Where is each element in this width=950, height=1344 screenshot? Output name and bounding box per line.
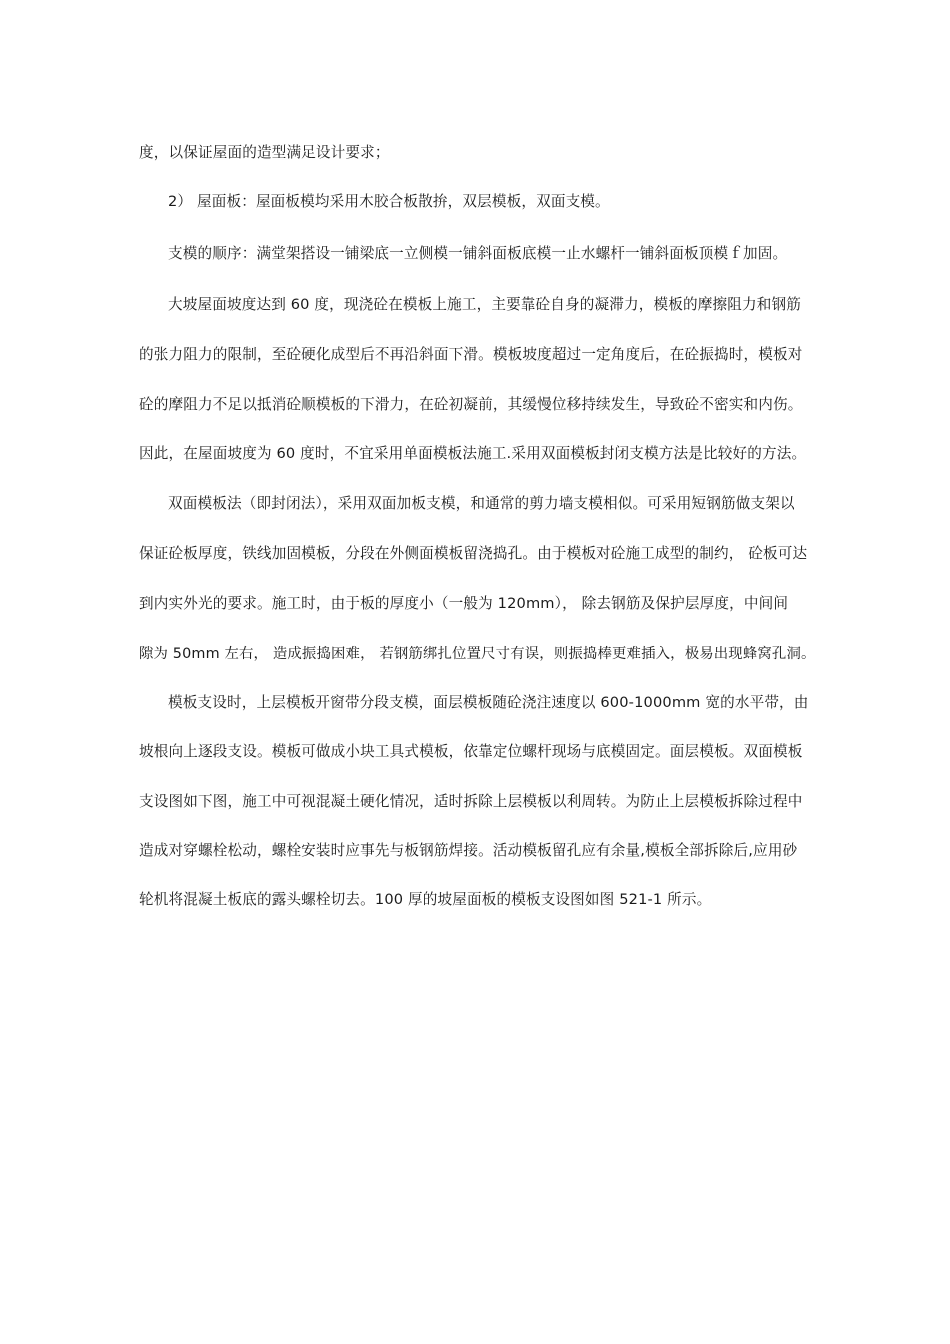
text-line: 支模的顺序：满堂架搭设一铺梁底一立侧模一铺斜面板底模一止水螺杆一铺斜面板顶模ｆ加固。 xyxy=(168,245,788,262)
text-line: 砼的摩阻力不足以抵消砼顺模板的下滑力，在砼初凝前，其缓慢位移持续发生，导致砼不密实和内伤。 xyxy=(139,396,803,413)
text-line: 到内实外光的要求。施工时，由于板的厚度小（一般为 120mm）， 除去钢筋及保护层厚度，中间间 xyxy=(139,595,789,612)
text-line: 支设图如下图，施工中可视混凝土硬化情况，适时拆除上层模板以利周转。为防止上层模板拆除过程中 xyxy=(139,793,803,810)
text-line: 因此，在屋面坡度为 60 度时，不宜采用单面模板法施工.采用双面模板封闭支模方法是比较好的方法。 xyxy=(139,445,807,462)
text-line: 保证砼板厚度，铁线加固模板，分段在外侧面模板留浇捣孔。由于模板对砼施工成型的制约， 砼板可达 xyxy=(139,545,808,562)
text-line: 大坡屋面坡度达到 60 度，现浇砼在模板上施工，主要靠砼自身的凝滞力，模板的摩擦阻力和钢筋 xyxy=(168,296,801,313)
text-line: 2） 屋面板：屋面板模均采用木胶合板散拚，双层模板，双面支模。 xyxy=(168,193,610,210)
text-line: 模板支设时，上层模板开窗带分段支模，面层模板随砼浇注速度以 600-1000mm 宽的水平带，由 xyxy=(168,694,809,711)
text-line: 坡根向上逐段支设。模板可做成小块工具式模板，依靠定位螺杆现场与底模固定。面层模板。双面模板 xyxy=(139,743,803,760)
text-line: 隙为 50mm 左右， 造成振捣困难， 若钢筋绑扎位置尺寸有误，则振捣棒更难插入，极易出现蜂窝孔洞。 xyxy=(139,646,816,662)
text-line: 的张力阻力的限制，至砼硬化成型后不再沿斜面下滑。模板坡度超过一定角度后，在砼振捣时，模板对 xyxy=(139,346,803,363)
text-line: 造成对穿螺栓松动，螺栓安装时应事先与板钢筋焊接。活动模板留孔应有余量,模板全部拆除后,应用砂 xyxy=(139,842,798,859)
text-line: 度，以保证屋面的造型满足设计要求； xyxy=(139,144,390,161)
text-line: 轮机将混凝土板底的露头螺栓切去。100 厚的坡屋面板的模板支设图如图 521-1 所示。 xyxy=(139,891,712,908)
text-line: 双面模板法（即封闭法），采用双面加板支模，和通常的剪力墙支模相似。可采用短钢筋做支架以 xyxy=(168,495,795,512)
